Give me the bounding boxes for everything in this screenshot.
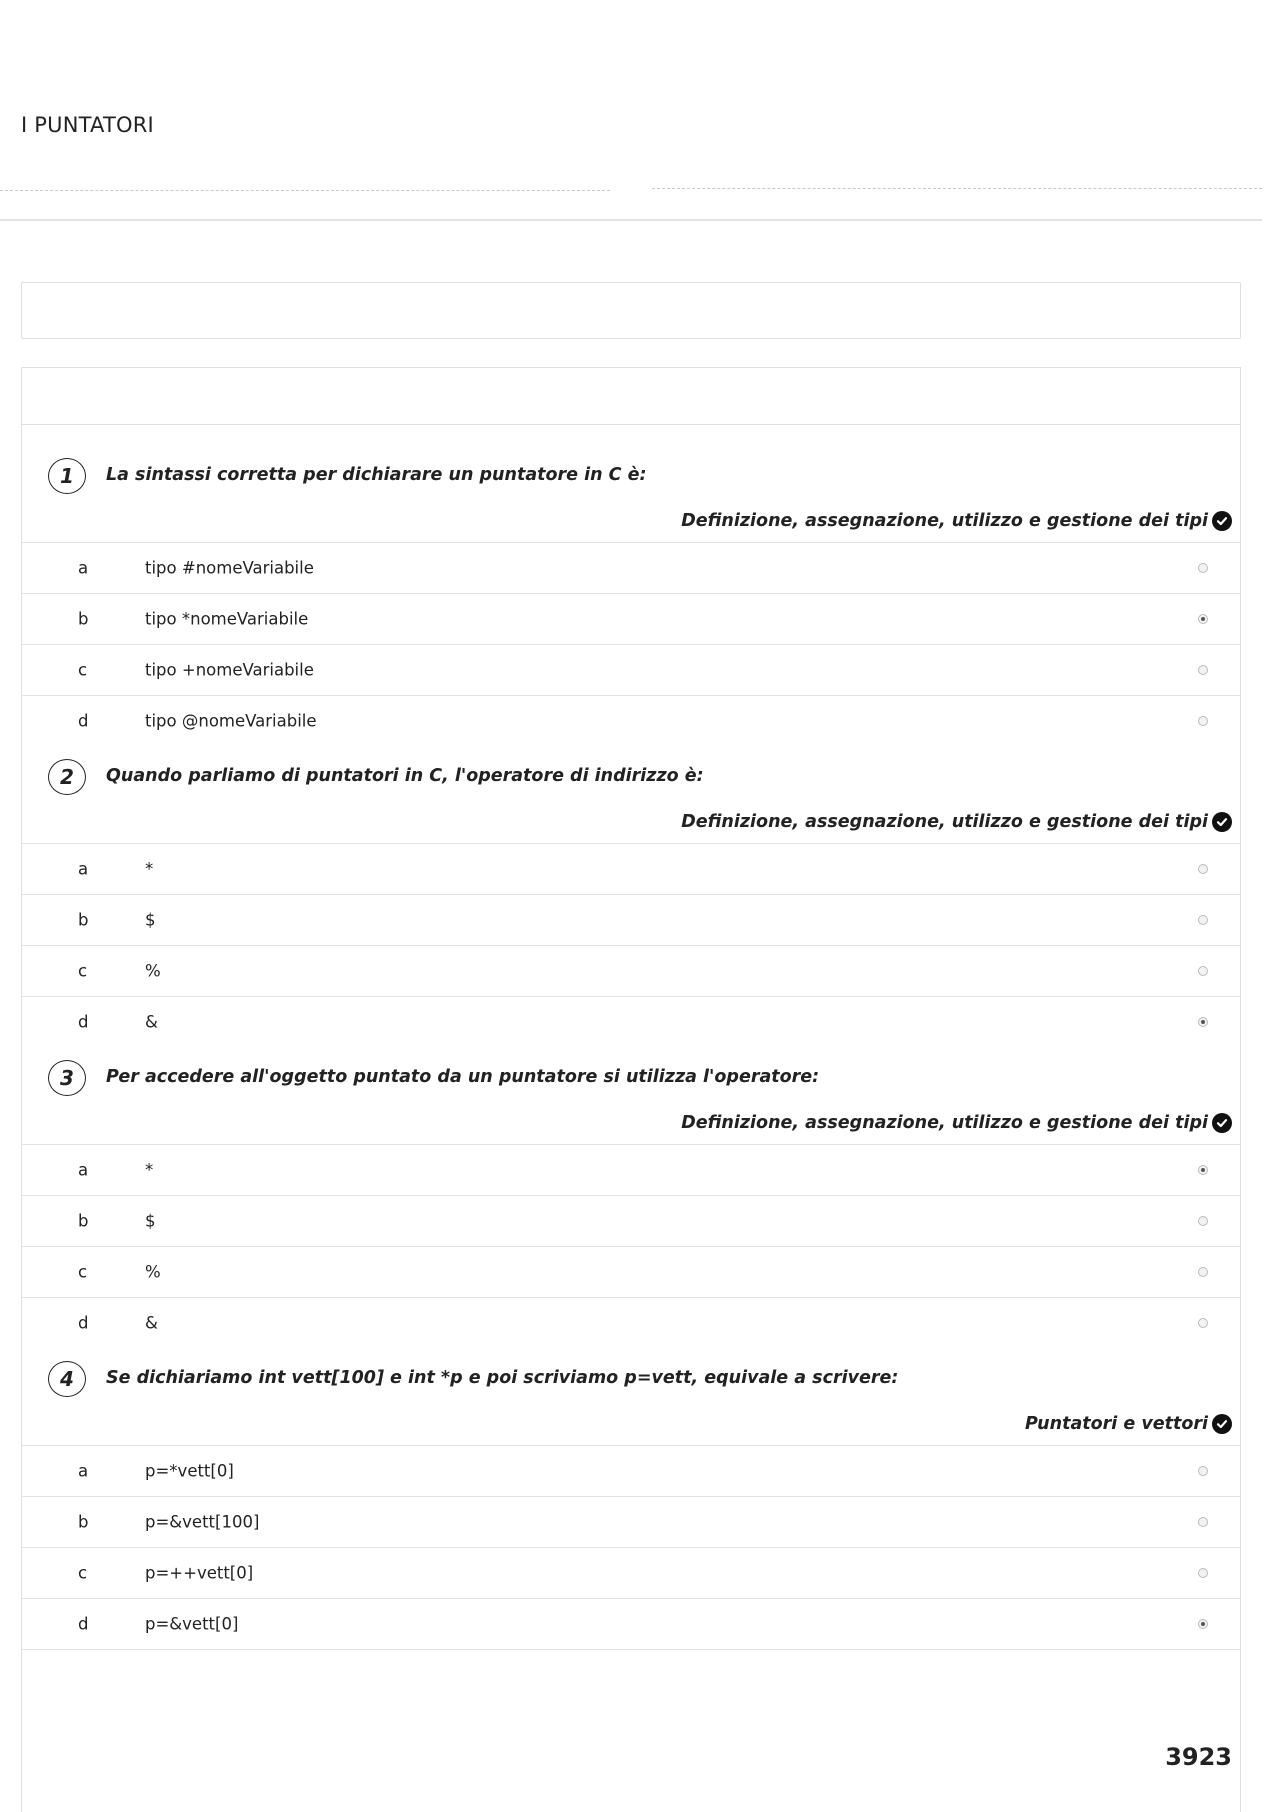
check-circle-icon: [1212, 812, 1232, 832]
question-block: [22, 746, 1240, 1047]
answer-option[interactable]: [22, 1496, 1240, 1547]
option-letter: c: [78, 961, 88, 981]
question-block: [22, 445, 1240, 746]
option-text: p=&vett[100]: [145, 1512, 260, 1532]
answer-option[interactable]: [22, 894, 1240, 945]
option-text: p=&vett[0]: [145, 1614, 239, 1634]
option-text: tipo +nomeVariabile: [145, 660, 314, 680]
question-topic: [1025, 1414, 1232, 1434]
questions-panel: [21, 367, 1241, 1812]
divider-dashed-left: [0, 190, 610, 191]
option-text: *: [145, 1160, 154, 1180]
option-letter: b: [78, 910, 89, 930]
option-letter: d: [78, 711, 89, 731]
question-text: La sintassi corretta per dichiarare un puntatore in C è:: [106, 465, 647, 485]
radio-icon[interactable]: [1198, 1267, 1208, 1277]
option-letter: d: [78, 1313, 89, 1333]
option-text: %: [145, 1262, 161, 1282]
question-topic: [681, 812, 1232, 832]
option-text: *: [145, 859, 154, 879]
question-block: [22, 1047, 1240, 1348]
radio-icon[interactable]: [1198, 1017, 1208, 1027]
answer-option[interactable]: [22, 843, 1240, 894]
question-text: Per accedere all'oggetto puntato da un puntatore si utilizza l'operatore:: [106, 1067, 820, 1087]
option-text: p=++vett[0]: [145, 1563, 254, 1583]
question-number-badge: 1: [48, 458, 86, 494]
check-circle-icon: [1212, 1414, 1232, 1434]
option-text: $: [145, 1211, 156, 1231]
option-letter: d: [78, 1614, 89, 1634]
answer-option[interactable]: [22, 695, 1240, 746]
check-circle-icon: [1212, 511, 1232, 531]
option-letter: b: [78, 1512, 89, 1532]
answer-option[interactable]: [22, 1297, 1240, 1348]
question-number-badge: 3: [48, 1060, 86, 1096]
option-letter: b: [78, 1211, 89, 1231]
answer-option[interactable]: [22, 1598, 1240, 1650]
option-letter: c: [78, 1563, 88, 1583]
question-number-badge: 2: [48, 759, 86, 795]
question-topic: [681, 511, 1232, 531]
radio-icon[interactable]: [1198, 665, 1208, 675]
page-title: I PUNTATORI: [21, 113, 154, 137]
option-letter: b: [78, 609, 89, 629]
radio-icon[interactable]: [1198, 1466, 1208, 1476]
question-topic-label: Definizione, assegnazione, utilizzo e gestione dei tipi: [681, 1113, 1208, 1133]
radio-icon[interactable]: [1198, 1568, 1208, 1578]
radio-icon[interactable]: [1198, 966, 1208, 976]
option-text: tipo *nomeVariabile: [145, 609, 309, 629]
divider-dashed-right: [652, 188, 1262, 189]
question-number-badge: 4: [48, 1361, 86, 1397]
radio-icon[interactable]: [1198, 1517, 1208, 1527]
option-text: &: [145, 1313, 158, 1333]
option-letter: a: [78, 558, 89, 578]
answer-option[interactable]: [22, 1195, 1240, 1246]
question-block: [22, 1348, 1240, 1650]
check-circle-icon: [1212, 1113, 1232, 1133]
option-text: %: [145, 961, 161, 981]
radio-icon[interactable]: [1198, 864, 1208, 874]
page-number: 3923: [1165, 1743, 1232, 1771]
option-text: tipo #nomeVariabile: [145, 558, 314, 578]
question-header: [22, 445, 1240, 542]
answer-option[interactable]: [22, 542, 1240, 593]
radio-icon[interactable]: [1198, 1165, 1208, 1175]
question-header: [22, 1047, 1240, 1144]
answer-option[interactable]: [22, 644, 1240, 695]
option-letter: c: [78, 660, 88, 680]
answer-option[interactable]: [22, 1547, 1240, 1598]
option-text: &: [145, 1012, 158, 1032]
divider: [0, 219, 1262, 221]
option-text: $: [145, 910, 156, 930]
radio-icon[interactable]: [1198, 614, 1208, 624]
question-header: [22, 746, 1240, 843]
radio-icon[interactable]: [1198, 915, 1208, 925]
radio-icon[interactable]: [1198, 1318, 1208, 1328]
answer-option[interactable]: [22, 593, 1240, 644]
question-topic-label: Definizione, assegnazione, utilizzo e gestione dei tipi: [681, 812, 1208, 832]
answer-option[interactable]: [22, 996, 1240, 1047]
question-header: [22, 1348, 1240, 1445]
empty-box: [21, 282, 1241, 339]
radio-icon[interactable]: [1198, 1216, 1208, 1226]
option-letter: a: [78, 1461, 89, 1481]
option-letter: a: [78, 1160, 89, 1180]
answer-option[interactable]: [22, 945, 1240, 996]
option-letter: a: [78, 859, 89, 879]
answer-option[interactable]: [22, 1445, 1240, 1496]
question-topic: [681, 1113, 1232, 1133]
radio-icon[interactable]: [1198, 1619, 1208, 1629]
answer-option[interactable]: [22, 1246, 1240, 1297]
option-letter: c: [78, 1262, 88, 1282]
option-text: tipo @nomeVariabile: [145, 711, 317, 731]
question-topic-label: Puntatori e vettori: [1024, 1414, 1208, 1434]
radio-icon[interactable]: [1198, 563, 1208, 573]
answer-option[interactable]: [22, 1144, 1240, 1195]
question-text: Se dichiariamo int vett[100] e int *p e poi scriviamo p=vett, equivale a scrivere:: [106, 1368, 899, 1388]
question-topic-label: Definizione, assegnazione, utilizzo e gestione dei tipi: [681, 511, 1208, 531]
question-list: [22, 445, 1240, 1650]
option-letter: d: [78, 1012, 89, 1032]
radio-icon[interactable]: [1198, 716, 1208, 726]
option-text: p=*vett[0]: [145, 1461, 234, 1481]
panel-header: [22, 368, 1240, 425]
question-text: Quando parliamo di puntatori in C, l'operatore di indirizzo è:: [106, 766, 704, 786]
